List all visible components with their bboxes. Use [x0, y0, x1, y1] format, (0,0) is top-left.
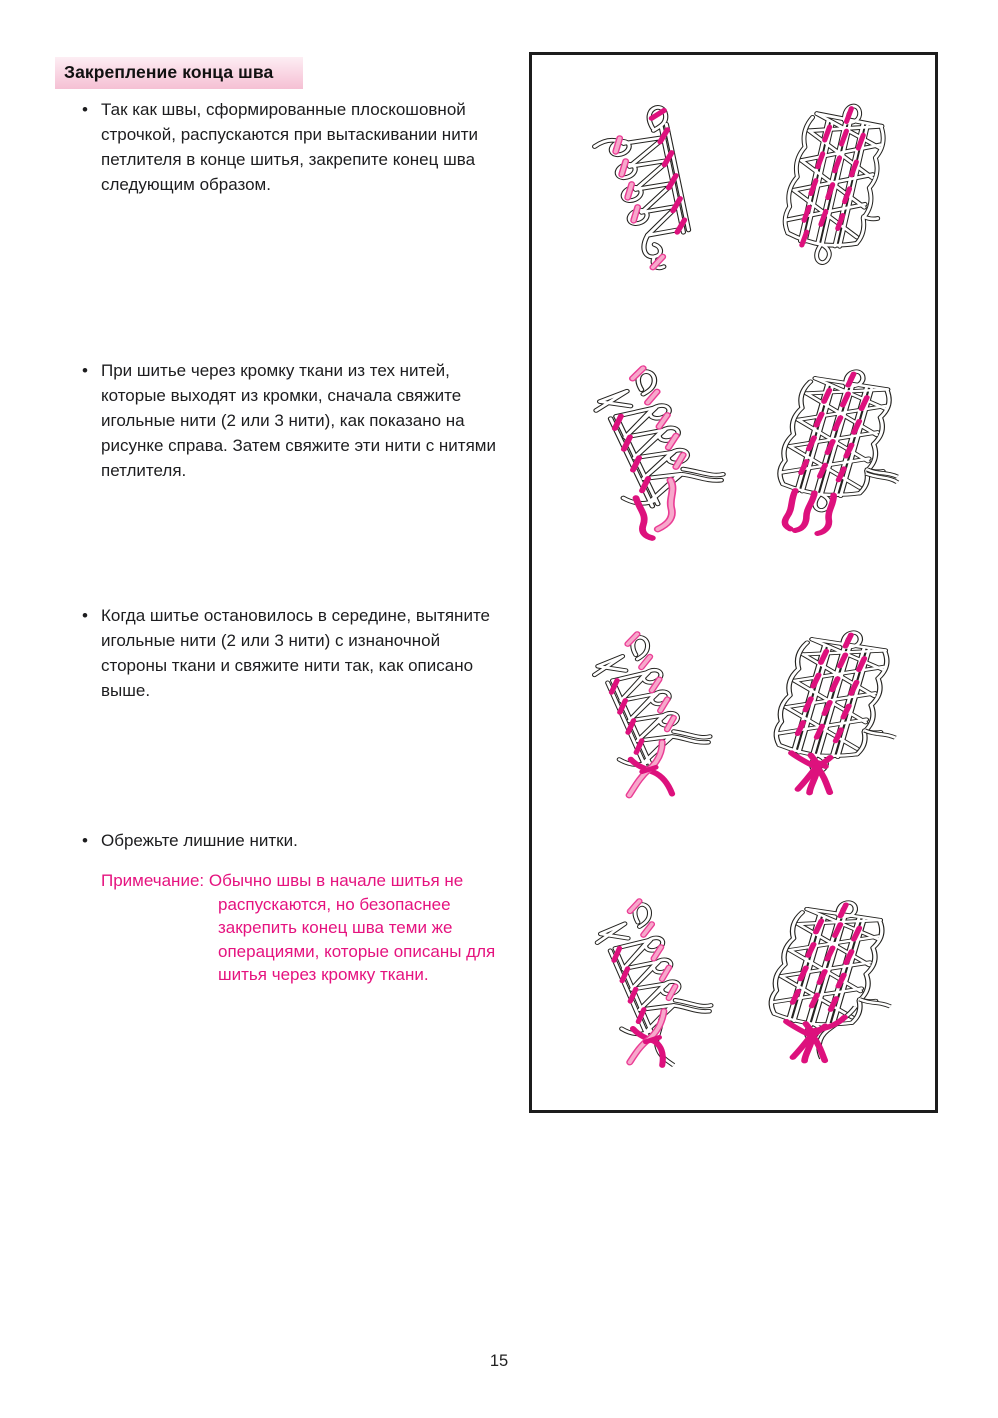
bullet-item	[82, 828, 512, 853]
note-block	[101, 869, 497, 987]
section-title: Закрепление конца шва	[64, 62, 274, 82]
bullet-text: Когда шитье остановилось в середине, вытяните игольные нити (2 или 3 нити) с изнаночной стороны ткани и свяжите нити так, как описано выше.	[101, 606, 490, 700]
bullet-marker: •	[82, 361, 88, 380]
note-label: Примечание:	[101, 871, 205, 890]
stitch-diagram-row1-left	[581, 96, 709, 272]
bullet-text: Обрежьте лишние нитки.	[101, 831, 298, 850]
stitch-diagram-row4-left	[581, 896, 711, 1071]
bullet-marker: •	[82, 100, 88, 119]
bullet-marker: •	[82, 831, 88, 850]
section-header	[55, 57, 303, 89]
bullet-text: Так как швы, сформированные плоскошовной строчкой, распускаются при вытаскивании нити петлителя в конце шитья, закрепите конец шва следующим образом.	[101, 100, 478, 194]
figure-panel	[529, 52, 938, 1113]
note-text: Обычно швы в начале шитья не распускаются, но безопаснее закрепить конец шва теми же операциями, которые описаны для шитья через кромку ткани.	[208, 871, 496, 984]
stitch-diagram-row1-right	[760, 93, 902, 277]
bullet-item	[82, 358, 512, 483]
stitch-diagram-row3-right	[748, 621, 908, 801]
bullet-marker: •	[82, 606, 88, 625]
stitch-diagram-row4-right	[743, 891, 903, 1069]
page-number: 15	[489, 1352, 509, 1370]
bullet-text: При шитье через кромку ткани из тех нитей, которые выходят из кромки, сначала свяжите игольные нити (2 или 3 нити), как показано на рисунке справа. Затем свяжите эти нити с нитями петлителя.	[101, 361, 496, 480]
bullet-item	[82, 603, 512, 703]
stitch-diagram-row3-left	[578, 629, 710, 801]
stitch-diagram-row2-left	[578, 363, 723, 541]
bullet-item	[82, 97, 512, 197]
stitch-diagram-row2-right	[752, 360, 910, 540]
